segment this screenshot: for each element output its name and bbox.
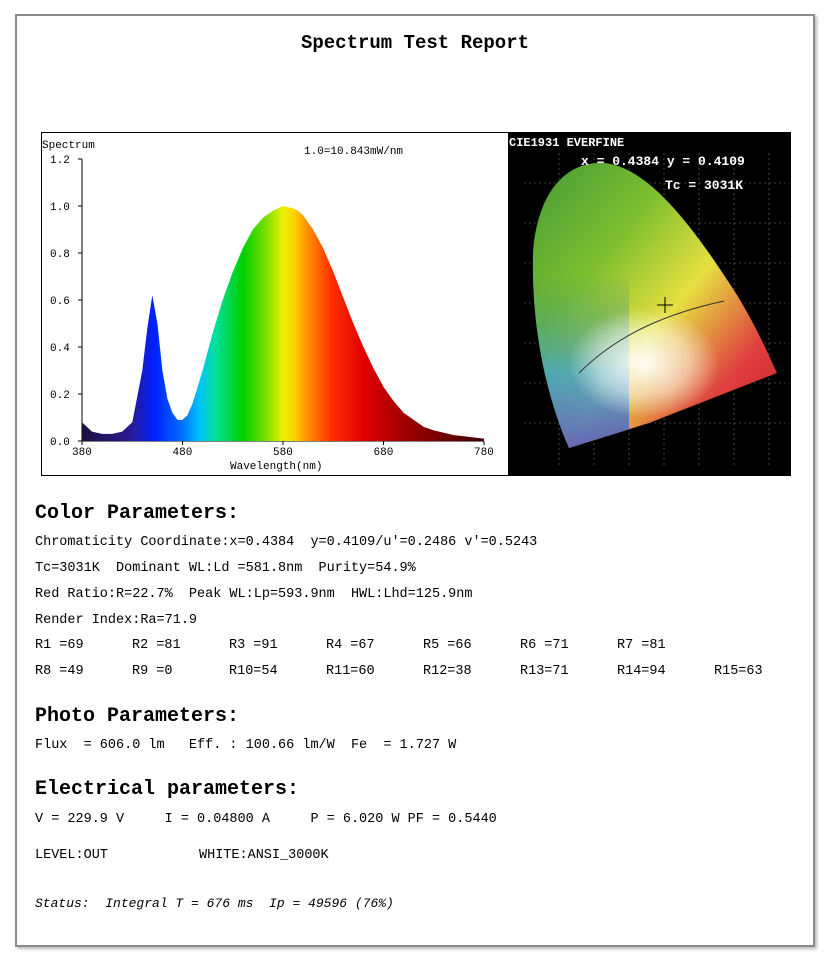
y-tick-label: 0.4 [50,343,70,355]
y-tick-label: 0.0 [50,437,70,449]
chart-panel [41,132,791,476]
spectrum-chart [42,133,509,475]
chromaticity-line: Chromaticity Coordinate:x=0.4384 y=0.4109/u'=0.2486 v'=0.5243 [35,535,538,550]
r-value: R9 =0 [132,664,173,679]
r-value: R3 =91 [229,638,278,653]
r-value: R6 =71 [520,638,569,653]
level-label: LEVEL:OUT [35,848,108,863]
red-ratio-line: Red Ratio:R=22.7% Peak WL:Lp=593.9nm HWL:Lhd=125.9nm [35,587,473,602]
spectrum-curve [82,206,484,441]
cie-xy: x = 0.4384 y = 0.4109 [581,154,745,169]
y-tick-label: 0.2 [50,390,70,402]
x-tick-label: 680 [373,447,394,459]
color-params-heading: Color Parameters: [35,502,240,525]
r-value: R5 =66 [423,638,472,653]
cie-diagram [509,133,790,475]
r-value: R10=54 [229,664,278,679]
cie-tc: Tc = 3031K [665,178,744,193]
y-tick-label: 1.2 [50,155,70,167]
white-label: WHITE:ANSI_3000K [199,848,329,863]
electrical-heading: Electrical parameters: [35,778,300,801]
cie-svg [509,133,790,475]
status-line: Status: Integral T = 676 ms Ip = 49596 (76%) [35,896,394,911]
electrical-line: V = 229.9 V I = 0.04800 A P = 6.020 W PF = 0.5440 [35,812,497,827]
r-value: R13=71 [520,664,569,679]
r-value: R7 =81 [617,638,666,653]
y-tick-label: 1.0 [50,202,70,214]
report-title: Spectrum Test Report [300,32,530,54]
r-value: R8 =49 [35,664,84,679]
tc-line: Tc=3031K Dominant WL:Ld =581.8nm Purity=54.9% [35,561,416,576]
r-value: R12=38 [423,664,472,679]
render-index-line: Render Index:Ra=71.9 [35,613,198,628]
y-axis-label: Spectrum [42,140,95,152]
cie-title: CIE1931 EVERFINE [509,136,625,150]
x-tick-label: 480 [172,447,193,459]
y-tick-label: 0.6 [50,296,70,308]
x-tick-label: 580 [273,447,293,459]
spectrum-svg [42,133,508,475]
r-value: R14=94 [617,664,666,679]
x-axis-label: Wavelength(nm) [230,461,323,473]
report-frame [15,14,815,947]
r-value: R1 =69 [35,638,84,653]
y-tick-label: 0.8 [50,249,70,261]
photo-params-heading: Photo Parameters: [35,705,240,728]
x-tick-label: 380 [72,447,92,459]
x-tick-label: 780 [474,447,494,459]
r-value: R2 =81 [132,638,181,653]
scale-note: 1.0=10.843mW/nm [304,146,404,158]
r-value: R11=60 [326,664,375,679]
r-value: R4 =67 [326,638,375,653]
r-value: R15=63 [714,664,763,679]
photo-line: Flux = 606.0 lm Eff. : 100.66 lm/W Fe = 1.727 W [35,738,457,753]
cie-gamut [509,133,790,475]
